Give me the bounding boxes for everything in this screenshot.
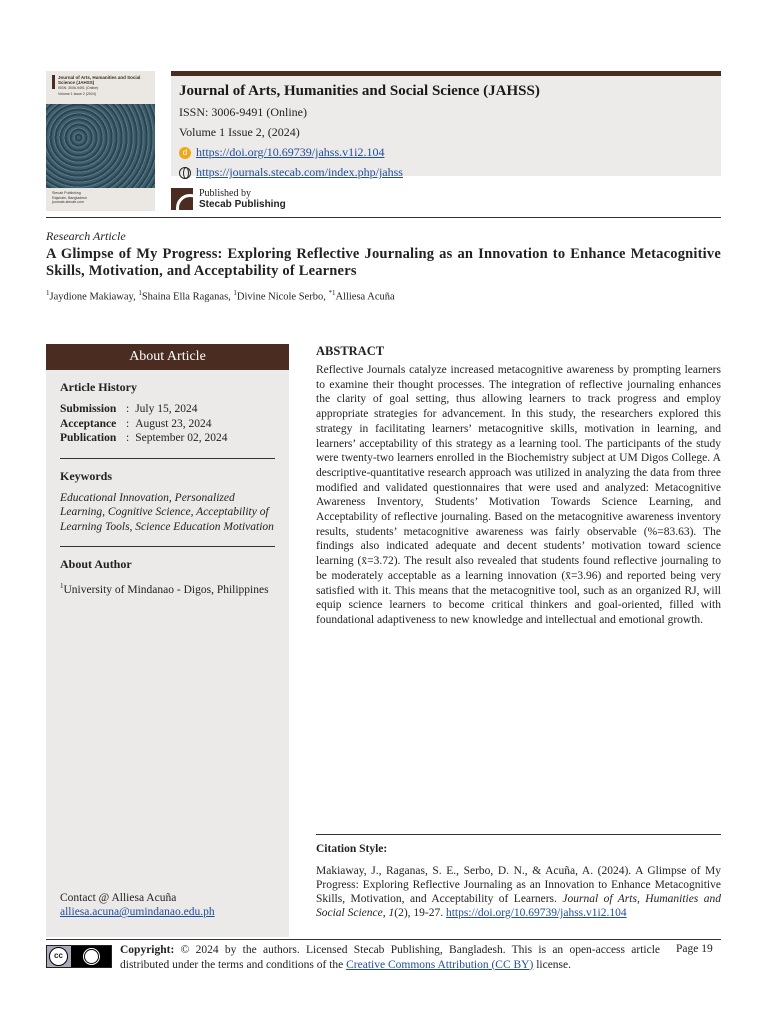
publisher-block: [171, 188, 286, 210]
history-row: Submission : July 15, 2024: [60, 403, 198, 415]
creative-commons-icon: cc: [49, 947, 68, 966]
article-title: A Glimpse of My Progress: Exploring Reflective Journaling as an Innovation to Enhance Metacognitive Skills, Motivation, and Acceptability of Learners: [46, 246, 721, 279]
affiliation-sup: 1: [60, 582, 64, 590]
history-value: July 15, 2024: [135, 403, 198, 415]
globe-icon: [179, 167, 191, 179]
cover-publisher-line-3: journals.stecab.com: [52, 200, 84, 204]
journal-info-box: [171, 71, 721, 179]
published-by-label: Published by: [199, 188, 251, 199]
citation-journal: Journal of Arts, Humanities and Social Science, 1: [316, 893, 721, 919]
citation-main: Makiaway, J., Raganas, S. E., Serbo, D. N., & Acuña, A. (2024). A Glimpse of My Progress: Exploring Reflective Journaling as an Innovation to Enhance Metacognitive Skills, Motivation, and Acceptability of Learners.: [316, 865, 721, 905]
journal-volume: Volume 1 Issue 2, (2024): [179, 125, 300, 139]
abstract-text: Reflective Journals catalyze increased metacognitive awareness by prompting learners to examine their thought processes. The integration of reflective journaling enhances the clarity of goal setting, thus allowing learners to track progress and employ appropriate strategies for advancement. In this study, the researchers explored this strategy in facilitating learners’ metacognitive skills, motivation in learning, and learners’ acceptability of this strategy as a learning tool. The participants of the study were twenty-two learners enrolled in the Biochemistry subject at UM Digos College. A descriptive-quantitative research approach was utilized in analyzing the data from three modified and validated questionnaires that were used and analyzed: Metacognitive Awareness Inventory, Students’ Motivation Towards Science Learning, and Acceptability of reflective journaling. Based on the metacognitive awareness inventory results, students’ metacognitive awareness was fairly observable (%=83.63). The findings also indicated adequate and decent students’ motivation toward science learning (x̄=3.72). The result also revealed that students found reflective journaling to be moderately acceptable as a learning innovation (x̄=3.96) and reported being very satisfied with it. This means that the metacognitive tool, such as an organized RJ, will equip science learners to become critical thinkers and goal-oriented, filled with foundational adaptiveness to new knowledge and intellectual and emotional growth.: [316, 364, 721, 626]
author-sup: 1: [138, 289, 142, 297]
cover-footer: [46, 188, 155, 211]
article-type: Research Article: [46, 229, 126, 243]
contact-label: Contact @ Alliesa Acuña: [60, 892, 177, 904]
history-label: Publication: [60, 432, 117, 444]
keywords-heading: Keywords: [60, 468, 112, 483]
history-value: September 02, 2024: [135, 432, 228, 444]
author-sup: 1: [233, 289, 237, 297]
author-sup: 1: [46, 289, 50, 297]
creative-commons-badge[interactable]: [46, 945, 112, 968]
history-label: Submission: [60, 403, 117, 415]
cover-journal-name: Journal of Arts, Humanities and Social Science (JAHSS): [58, 75, 141, 85]
contact-email-link[interactable]: alliesa.acuna@umindanao.edu.ph: [60, 906, 215, 918]
contact-block: [60, 891, 215, 919]
cover-issn: ISSN: 3006-9491 (Online): [58, 86, 99, 90]
publisher-logo-icon: [171, 188, 193, 210]
license-link[interactable]: Creative Commons Attribution (CC BY): [346, 958, 534, 971]
author-list: [46, 289, 395, 303]
citation-heading: Citation Style:: [316, 843, 388, 855]
author-affiliation: [60, 579, 275, 597]
author-name: Divine Nicole Serbo,: [236, 291, 329, 303]
author-name: Jaydione Makiaway,: [49, 291, 139, 303]
affiliation-text: University of Mindanao - Digos, Philippines: [63, 583, 269, 596]
article-history-heading: Article History: [60, 380, 137, 394]
cover-artwork: [46, 104, 155, 188]
history-value: August 23, 2024: [135, 417, 212, 430]
footer-divider: [46, 939, 721, 940]
publisher-name: Stecab Publishing: [199, 199, 286, 210]
copyright-text: © 2024 by the authors. Licensed Stecab Publishing, Bangladesh. This is an open-access article distributed under the terms and conditions of the: [120, 944, 660, 971]
cover-accent-bar: [52, 75, 55, 89]
copyright-notice: [120, 943, 660, 972]
citation-text: [316, 864, 721, 920]
abstract-heading: ABSTRACT: [316, 344, 385, 358]
history-row: Acceptance : August 23, 2024: [60, 417, 212, 430]
cover-publisher-line-2: Rajshahi, Bangladesh: [52, 195, 87, 200]
author-name: Alliesa Acuña: [335, 291, 395, 303]
keywords-list: Educational Innovation, Personalized Learning, Cognitive Science, Acceptability of Learning Tools, Science Education Motivation: [60, 491, 274, 533]
citation-issue: (2), 19-27.: [394, 907, 446, 919]
citation-doi-link[interactable]: https://doi.org/10.69739/jahss.v1i2.104: [445, 907, 627, 919]
attribution-icon: [84, 949, 99, 964]
history-label: Acceptance: [60, 417, 117, 430]
website-row: [179, 165, 713, 180]
citation-divider: [316, 834, 721, 835]
sidebar-heading: About Article: [46, 344, 289, 370]
page-number: Page 19: [676, 943, 713, 955]
website-link[interactable]: https://journals.stecab.com/index.php/jahss: [196, 165, 403, 179]
journal-cover-image: [46, 71, 155, 211]
about-article-sidebar: [46, 344, 289, 937]
license-tail: license.: [533, 958, 572, 971]
doi-row: [179, 145, 713, 160]
cover-volume: Volume 1 Issue 2 (2024): [58, 92, 96, 96]
history-row: Publication : September 02, 2024: [60, 432, 228, 444]
header-divider: [46, 217, 721, 218]
author-name: Shaina Ella Raganas,: [141, 291, 234, 303]
journal-title: Journal of Arts, Humanities and Social Science (JAHSS): [179, 83, 540, 99]
author-sup: *1: [328, 289, 336, 297]
sidebar-divider: [60, 546, 275, 547]
cc-by-panel: [71, 946, 111, 967]
sidebar-divider: [60, 458, 275, 459]
cover-publisher-line-1: Stecab Publishing: [52, 191, 81, 195]
about-author-heading: About Author: [60, 557, 132, 571]
journal-issn: ISSN: 3006-9491 (Online): [179, 105, 307, 119]
doi-link[interactable]: https://doi.org/10.69739/jahss.v1i2.104: [196, 145, 385, 159]
cover-header: [46, 71, 155, 104]
doi-icon: d: [179, 147, 191, 159]
copyright-label: Copyright:: [120, 944, 175, 956]
